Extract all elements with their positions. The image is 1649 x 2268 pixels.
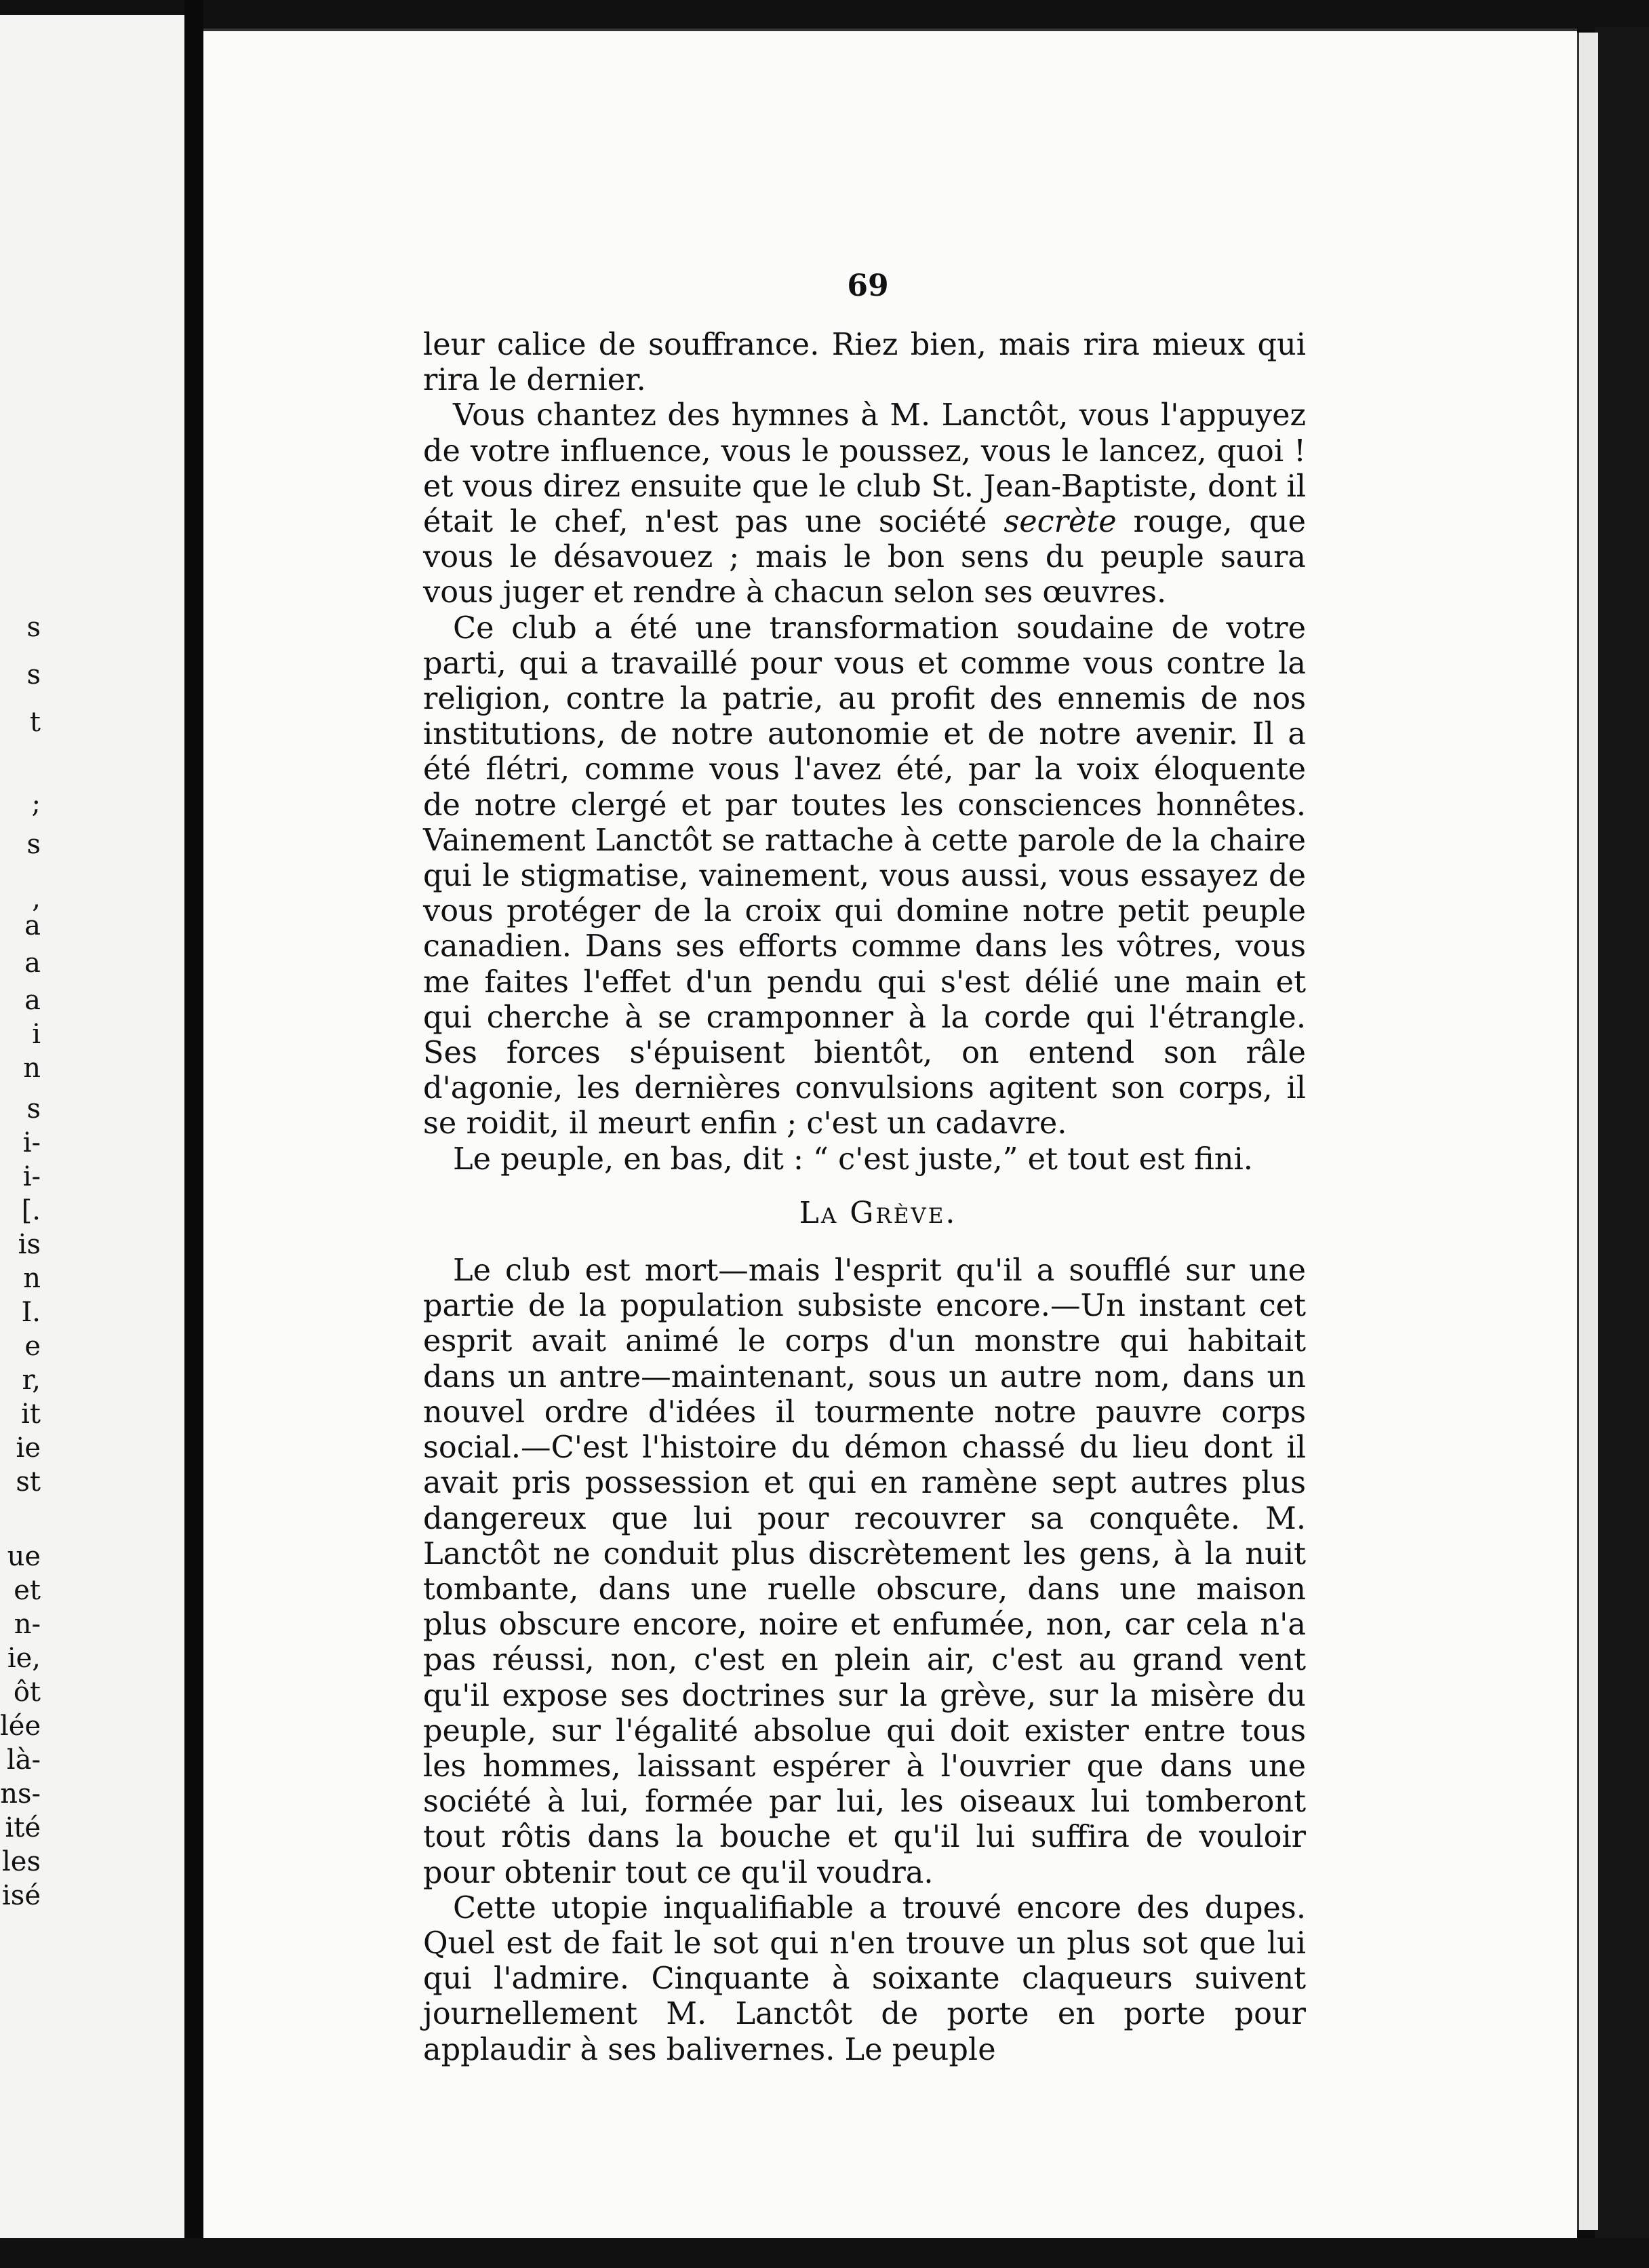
facing-page-fragment: n: [23, 1263, 41, 1294]
page-edge: [1577, 33, 1598, 2230]
paragraph-4: Le peuple, en bas, dit : “ c'est juste,” et tout est fini.: [453, 1141, 1253, 1177]
scan-bottom-edge: [0, 2238, 1649, 2268]
paragraph-1: leur calice de souffrance. Riez bien, mais rira mieux qui rira le dernier.: [423, 327, 1306, 398]
facing-page-fragment: là-: [6, 1744, 41, 1776]
facing-page-fragment: i: [32, 1019, 41, 1050]
facing-page-fragment: ie: [16, 1432, 41, 1464]
facing-page-fragment: ie,: [7, 1643, 41, 1674]
facing-page-fragment: n-: [14, 1609, 41, 1640]
scan-right-edge: [1595, 27, 1649, 2265]
facing-page-fragment: ,: [32, 883, 41, 914]
facing-page-fragment: lée: [0, 1710, 41, 1742]
facing-page-fragment: ns-: [0, 1778, 41, 1810]
page-number: 69: [847, 269, 889, 303]
facing-page-fragment: [.: [21, 1195, 41, 1226]
facing-page-fragment: t: [29, 707, 41, 738]
facing-page-fragment: les: [2, 1846, 41, 1877]
facing-page-fragment: e: [24, 1331, 41, 1362]
facing-page-fragment: s: [26, 829, 41, 860]
facing-page-fragment: isé: [2, 1880, 41, 1911]
facing-page-fragment: ité: [5, 1812, 41, 1843]
facing-page-fragment: a: [24, 985, 41, 1016]
facing-page-fragment: I.: [21, 1297, 41, 1328]
facing-page-fragment: n: [23, 1053, 41, 1084]
facing-page-fragment: ôt: [13, 1677, 41, 1708]
facing-page-fragment: a: [24, 910, 41, 941]
paragraph-6: Cette utopie inqualifiable a trouvé encore des dupes. Quel est de fait le sot qui n'en trouve un plus sot que lui qui l'admire. Cinquante à soixante claqueurs suivent journellement M. Lanctôt de porte en porte pour applaudir à ses balivernes. Le peuple: [423, 1890, 1306, 2067]
paragraph-3: Ce club a été une transformation soudaine de votre parti, qui a travaillé pour vous et comme vous contre la religion, contre la patrie, au profit des ennemis de nos institutions, de notre autonomie et de notre avenir. Il a été flétri, comme vous l'avez été, par la voix éloquente de notre clergé et par toutes les consciences honnêtes. Vainement Lanctôt se rattache à cette parole de la chaire qui le stigmatise, vainement, vous aussi, vous essayez de vous protéger de la croix qui domine notre petit peuple canadien. Dans ses efforts comme dans les vôtres, vous me faites l'effet d'un pendu qui s'est délié une main et qui cherche à se cramponner à la corde qui l'étrangle. Ses forces s'épuisent bientôt, on entend son râle d'agonie, les dernières convulsions agitent son corps, il se roidit, il meurt enfin ; c'est un cadavre.: [423, 610, 1306, 1141]
facing-page-fragment: s: [26, 612, 41, 643]
paragraph-2: Vous chantez des hymnes à M. Lanctôt, vous l'appuyez de votre influence, vous le poussez, vous le lancez, quoi ! et vous direz ensuite que le club St. Jean-Baptiste, dont il était le chef, n'est pas une société secrète rouge, que vous le désavouez ; mais le bon sens du peuple saura vous juger et rendre à chacun selon ses œuvres.: [423, 397, 1306, 610]
book-gutter: [184, 0, 203, 2268]
facing-page-fragment: st: [16, 1466, 41, 1498]
paragraph-5: Le club est mort—mais l'esprit qu'il a soufflé sur une partie de la population subsiste encore.—Un instant cet esprit avait animé le corps d'un monstre qui habitait dans un antre—maintenant, sous un autre nom, dans un nouvel ordre d'idées il tourmente notre pauvre corps social.—C'est l'histoire du démon chassé du lieu dont il avait pris possession et qui en ramène sept autres plus dangereux que lui pour recouvrer sa conquête. M. Lanctôt ne conduit plus discrètement les gens, à la nuit tombante, dans une ruelle obscure, dans une maison plus obscure encore, noire et enfumée, non, car cela n'a pas réussi, non, c'est en plein air, c'est au grand vent qu'il expose ses doctrines sur la grève, sur la misère du peuple, sur l'égalité absolue qui doit exister entre tous les hommes, laissant espérer à l'ouvrier que dans une société à lui, formée par lui, les oiseaux lui tomberont tout rôtis dans la bouche et qu'il lui suffira de vouloir pour obtenir tout ce qu'il voudra.: [423, 1253, 1306, 1890]
facing-page-fragment: r,: [22, 1365, 41, 1396]
scan-top-edge: [0, 0, 1649, 30]
facing-page-fragment: a: [24, 947, 41, 979]
section-heading: La Grève.: [799, 1195, 957, 1230]
facing-page-fragment: ;: [31, 788, 41, 819]
facing-page-fragment: i-: [22, 1127, 41, 1158]
facing-page-fragment: et: [14, 1575, 41, 1606]
facing-page-left: [0, 15, 187, 2253]
page-body: [423, 327, 1306, 2067]
facing-page-fragment: s: [26, 1093, 41, 1125]
facing-page-fragment: s: [26, 659, 41, 690]
facing-page-fragment: ue: [7, 1541, 41, 1572]
facing-page-fragment: it: [21, 1399, 41, 1430]
facing-page-fragment: i-: [22, 1161, 41, 1192]
facing-page-fragment: is: [18, 1229, 41, 1260]
